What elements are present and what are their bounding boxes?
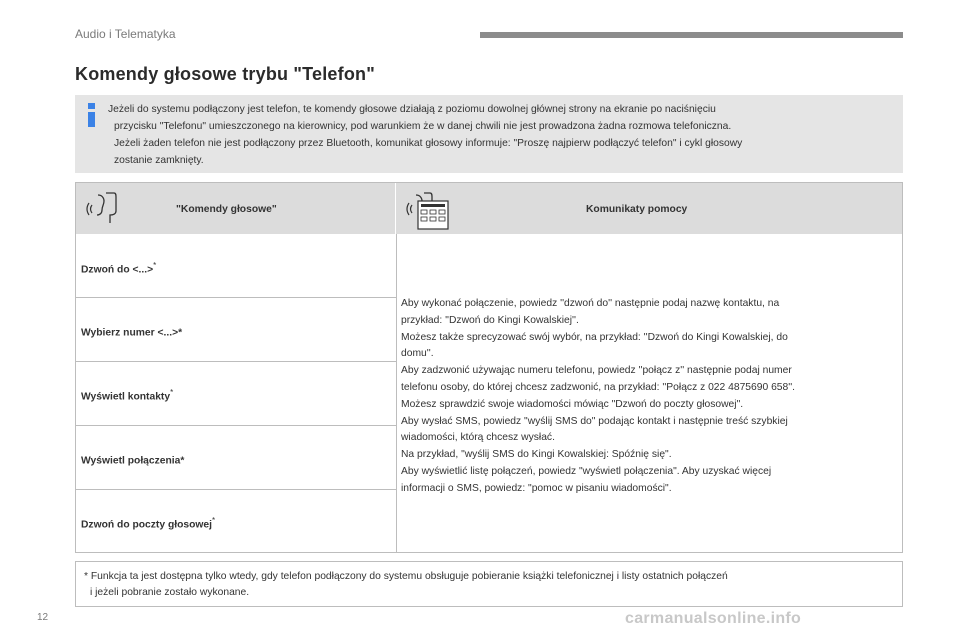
info-text bbox=[108, 101, 893, 169]
help-line: Możesz sprawdzić swoje wiadomości mówiąc "Dzwoń do poczty głosowej". bbox=[401, 398, 744, 410]
help-line: wiadomości, którą chcesz wysłać. bbox=[401, 432, 555, 444]
command-number-label: Wybierz numer <...>* bbox=[81, 327, 183, 339]
commands-table bbox=[75, 182, 903, 553]
voice-help-screen-icon bbox=[406, 191, 454, 231]
command-voicemail-label: Dzwoń do poczty głosowej* bbox=[81, 516, 216, 531]
footnote-line: * Funkcja ta jest dostępna tylko wtedy, gdy telefon podłączony do systemu obsługuje pobieranie książki telefonicznej i listy ostatnich połączeń bbox=[84, 571, 728, 582]
help-text bbox=[401, 296, 896, 498]
help-line: Aby wykonać połączenie, powiedz ''dzwoń do'' następnie podaj nazwę kontaktu, na bbox=[401, 298, 780, 309]
info-line: zostanie zamknięty. bbox=[114, 155, 204, 166]
help-line: Możesz także sprecyzować swój wybór, na przykład: ''Dzwoń do Kingi Kowalskiej, do bbox=[401, 331, 788, 343]
commands-column bbox=[76, 234, 396, 552]
table-row bbox=[76, 362, 396, 426]
watermark: carmanualsonline.info bbox=[625, 610, 802, 627]
table-header-commands bbox=[76, 183, 396, 234]
command-dial-label: Dzwoń do <...>* bbox=[81, 261, 157, 276]
command-contacts-label: Wyświetl kontakty* bbox=[81, 388, 174, 403]
voice-command-icon bbox=[86, 191, 122, 225]
help-line: Na przykład, "wyślij SMS do Kingi Kowalskiej: Spóźnię się". bbox=[401, 449, 672, 461]
command-calls-label: Wyświetl połączenia* bbox=[81, 455, 185, 467]
help-line: telefonu osoby, do której chcesz zadzwonić, na przykład: ''Połącz z 022 4875690 658''. bbox=[401, 381, 796, 393]
help-column bbox=[396, 234, 902, 552]
help-line: informacji o SMS, powiedz: "pomoc w pisaniu wiadomości". bbox=[401, 482, 672, 494]
help-line: domu''. bbox=[401, 348, 434, 360]
help-line: Aby wyświetlić listę połączeń, powiedz "wyświetl połączenia". Aby uzyskać więcej bbox=[401, 465, 772, 477]
footnote-text bbox=[84, 569, 884, 601]
info-line: przycisku "Telefonu" umieszczonego na kierownicy, pod warunkiem że w danej chwili nie jest prowadzona żadna rozmowa telefoniczna. bbox=[114, 121, 732, 132]
table-row bbox=[76, 490, 396, 552]
info-icon bbox=[87, 103, 97, 127]
info-box bbox=[75, 95, 903, 173]
table-row bbox=[76, 298, 396, 362]
header-divider-bar bbox=[480, 32, 903, 38]
commands-header-label: "Komendy głosowe" bbox=[176, 204, 277, 215]
info-line: Jeżeli żaden telefon nie jest podłączony przez Bluetooth, komunikat głosowy informuje: "Proszę najpierw podłączyć telefon" i cykl głosowy bbox=[114, 138, 743, 149]
help-line: Aby zadzwonić używając numeru telefonu, powiedz ''połącz z'' następnie podaj numer bbox=[401, 365, 792, 377]
info-line: Jeżeli do systemu podłączony jest telefon, te komendy głosowe działają z poziomu dowolnej głównej strony na ekranie po naciśnięciu bbox=[108, 104, 716, 115]
page-number: 12 bbox=[37, 612, 49, 623]
footnote-line: i jeżeli pobranie zostało wykonane. bbox=[90, 587, 250, 598]
help-line: przykład: ''Dzwoń do Kingi Kowalskiej''. bbox=[401, 314, 579, 326]
table-row bbox=[76, 234, 396, 298]
footnote-box bbox=[75, 561, 903, 607]
help-header-label: Komunikaty pomocy bbox=[586, 204, 688, 215]
table-header-help bbox=[396, 183, 902, 234]
section-header: Audio i Telematyka bbox=[75, 27, 176, 41]
page-title: Komendy głosowe trybu "Telefon" bbox=[75, 64, 375, 84]
help-line: Aby wysłać SMS, powiedz "wyślij SMS do" podając kontakt i następnie treść szybkiej bbox=[401, 415, 788, 427]
table-row bbox=[76, 426, 396, 490]
